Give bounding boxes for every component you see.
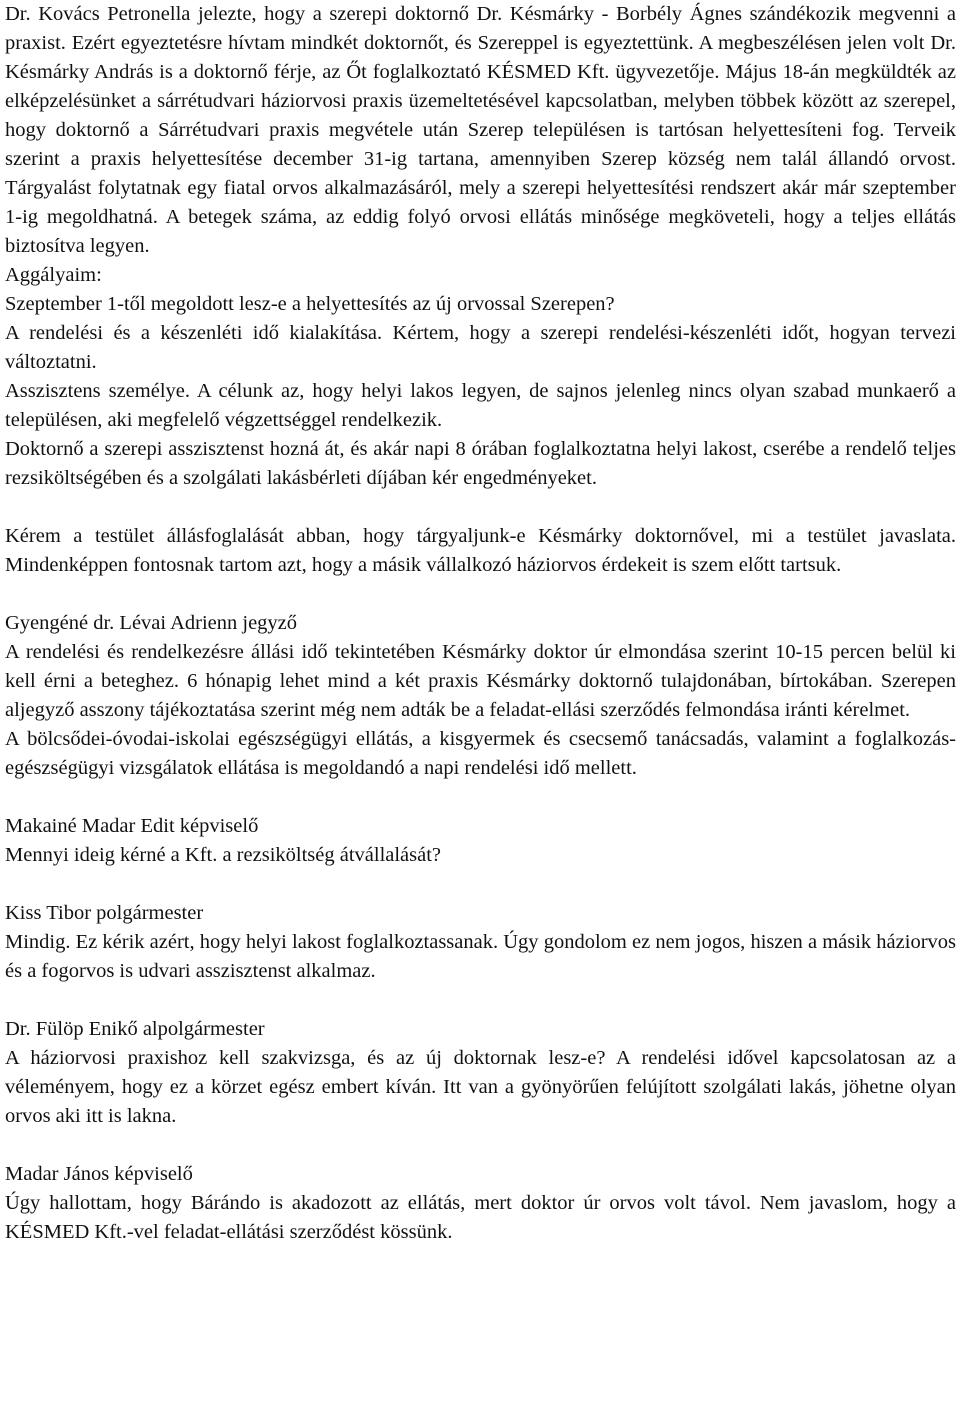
paragraph-concern-hours: A rendelési és a készenléti idő kialakítása. Kértem, hogy a szerepi rendelési-készenléti időt, hogyan tervezi változtatni. <box>5 322 956 373</box>
speaker-name: Dr. Fülöp Enikő alpolgármester <box>5 1018 265 1040</box>
spacer <box>5 1131 956 1160</box>
speaker-statement: Úgy hallottam, hogy Bárándo is akadozott az ellátás, mert doktor úr orvos volt távol. Nem javaslom, hogy a KÉSMED Kft.-vel feladat-ellátási szerződést kössünk. <box>5 1192 956 1243</box>
speaker-name: Madar János képviselő <box>5 1163 193 1185</box>
speaker-statement: A háziorvosi praxishoz kell szakvizsga, és az új doktornak lesz-e? A rendelési idővel kapcsolatosan az a véleményem, hogy ez a körzet egész embert kíván. Itt van a gyönyörűen felújított szolgálati lakás, jöhetne olyan orvos aki itt is lakna. <box>5 1047 956 1127</box>
paragraph-doctor-offer: Doktornő a szerepi asszisztenst hozná át, és akár napi 8 órában foglalkoztatna helyi lakost, cserébe a rendelő teljes rezsiköltségében és a szolgálati lakásbérleti díjában kér engedményeket. <box>5 438 956 489</box>
paragraph-concern-assistant: Asszisztens személye. A célunk az, hogy helyi lakos legyen, de sajnos jelenleg nincs olyan szabad munkaerő a településen, aki megfelelő végzettséggel rendelkezik. <box>5 380 956 431</box>
paragraph-intro: Dr. Kovács Petronella jelezte, hogy a szerepi doktornő Dr. Késmárky - Borbély Ágnes szándékozik megvenni a praxist. Ezért egyeztetésre hívtam mindkét doktornőt, és Szereppel is egyeztettünk. A megbeszélésen jelen volt Dr. Késmárky András is a doktornő férje, az Őt foglalkoztató KÉSMED Kft. ügyvezetője. Május 18-án megküldték az elképzelésünket a sárrétudvari háziorvosi praxis üzemeltetésével kapcsolatban, melyben többek között az szerepel, hogy doktornő a Sárrétudvari praxis megvétele után Szerep településen is tartósan helyettesíteni fog. Terveik szerint a praxis helyettesítése december 31-ig tartana, amennyiben Szerep község nem talál állandó orvost. Tárgyalást folytatnak egy fiatal orvos alkalmazásáról, mely a szerepi helyettesítési rendszert akár már szeptember 1-ig megoldhatná. A betegek száma, az eddig folyó orvosi ellátás minősége megköveteli, hogy a teljes ellátás biztosítva legyen. <box>5 3 956 257</box>
spacer <box>5 493 956 522</box>
spacer <box>5 580 956 609</box>
speaker-statement: Mennyi ideig kérné a Kft. a rezsiköltség átvállalását? <box>5 844 442 866</box>
spacer <box>5 783 956 812</box>
speaker-statement: A rendelési és rendelkezésre állási idő tekintetében Késmárky doktor úr elmondása szerint 10-15 percen belül ki kell érni a beteghez. 6 hónapig lehet mind a két praxis Késmárky doktornő tulajdonában, bírtokában. Szerepen aljegyző asszony tájékoztatása szerint még nem adták be a feladat-ellási szerződés felmondása iránti kérelmet. <box>5 641 956 721</box>
paragraph-concern-substitution: Szeptember 1-től megoldott lesz-e a helyettesítés az új orvossal Szerepen? <box>5 293 615 315</box>
paragraph-concerns-heading: Aggályaim: <box>5 264 102 286</box>
speaker-name: Kiss Tibor polgármester <box>5 902 204 924</box>
spacer <box>5 986 956 1015</box>
speaker-name: Gyengéné dr. Lévai Adrienn jegyző <box>5 612 298 634</box>
speaker-statement: Mindig. Ez kérik azért, hogy helyi lakost foglalkoztassanak. Úgy gondolom ez nem jogos, hiszen a másik háziorvos és a fogorvos is udvari asszisztenst alkalmaz. <box>5 931 956 982</box>
speaker-statement: A bölcsődei-óvodai-iskolai egészségügyi ellátás, a kisgyermek és csecsemő tanácsadás, valamint a foglalkozás-egészségügyi vizsgálatok ellátása is megoldandó a napi rendelési idő mellett. <box>5 728 956 779</box>
spacer <box>5 870 956 899</box>
paragraph-request: Kérem a testület állásfoglalását abban, hogy tárgyaljunk-e Késmárky doktornővel, mi a testület javaslata. Mindenképpen fontosnak tartom azt, hogy a másik vállalkozó háziorvos érdekeit is szem előtt tartsuk. <box>5 525 956 576</box>
speaker-name: Makainé Madar Edit képviselő <box>5 815 259 837</box>
